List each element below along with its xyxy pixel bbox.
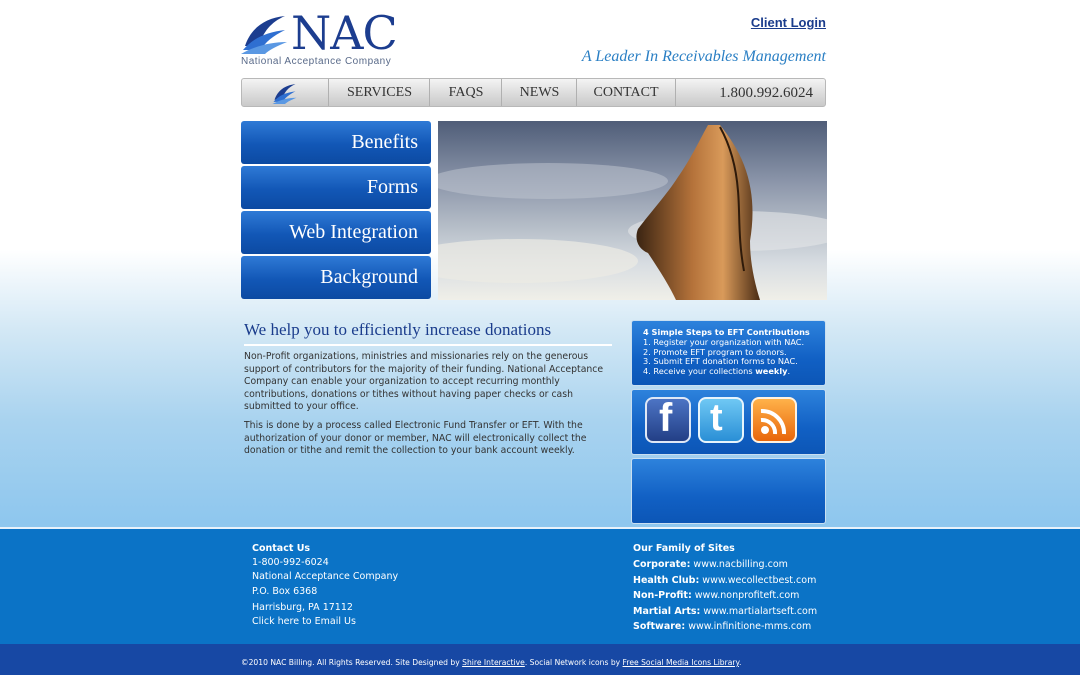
site-label: Corporate:: [633, 559, 691, 570]
site-link[interactable]: [633, 606, 817, 617]
site-link[interactable]: [633, 590, 799, 601]
praying-hands-illustration: [438, 121, 827, 300]
forms-button[interactable]: Forms: [241, 166, 431, 209]
intro-heading: We help you to efficiently increase donations: [244, 320, 612, 346]
twitter-icon[interactable]: [698, 397, 744, 443]
step-item: 2. Promote EFT program to donors.: [643, 346, 787, 357]
rss-icon[interactable]: [751, 397, 797, 443]
nav-home-logo[interactable]: [242, 79, 328, 106]
steps-title: 4 Simple Steps to EFT Contributions: [643, 327, 810, 337]
logo-wave-icon: [270, 82, 300, 104]
copyright-text: ©2010 NAC Billing. All Rights Reserved. Site Designed by: [241, 658, 463, 667]
step-item: 3. Submit EFT donation forms to NAC.: [643, 356, 798, 366]
nav-news[interactable]: NEWS: [501, 79, 577, 106]
hero-praying-hands-image: [438, 121, 827, 300]
icons-library-link[interactable]: Free Social Media Icons Library: [622, 658, 739, 667]
facebook-glyph: f: [659, 396, 673, 440]
nav-faqs[interactable]: FAQS: [429, 79, 502, 106]
social-panel: [631, 389, 826, 455]
nac-logo[interactable]: [241, 6, 397, 68]
contact-phone: 1-800-992-6024: [252, 557, 329, 568]
contact-company: National Acceptance Company: [252, 571, 399, 582]
site-label: Non-Profit:: [633, 590, 692, 601]
twitter-glyph: t: [710, 397, 723, 439]
site-label: Health Club:: [633, 575, 700, 586]
contact-pobox: P.O. Box 6368: [252, 586, 318, 597]
eft-steps-panel: [631, 320, 826, 386]
step-bold: weekly: [755, 365, 788, 376]
logo-wave-icon: [241, 12, 289, 54]
tagline: A Leader In Receivables Management: [581, 48, 826, 65]
family-heading: Our Family of Sites: [633, 543, 735, 554]
step-text: 4. Receive your collections: [643, 365, 756, 376]
nav-phone: 1.800.992.6024: [719, 85, 813, 101]
site-link[interactable]: [633, 575, 816, 586]
email-us-link[interactable]: Click here to Email Us: [252, 616, 356, 627]
site-link[interactable]: [633, 559, 788, 570]
client-login-link[interactable]: Client Login: [750, 15, 826, 30]
site-url: www.nacbilling.com: [693, 559, 788, 570]
logo-subtitle: National Acceptance Company: [241, 56, 392, 67]
site-url: www.wecollectbest.com: [702, 575, 817, 586]
rss-glyph: [753, 399, 795, 441]
intro-paragraph-1: Non-Profit organizations, ministries and missionaries rely on the generous support of contributors for the majority of their funding. National Acceptance Company can enable your organization to accept recurring monthly contributions, donations or tithes without having paper checks or cash submitted to your office.: [244, 351, 604, 413]
intro-paragraph-2: This is done by a process called Electronic Fund Transfer or EFT. With the authorization of your donor or member, NAC will electronically collect the donation or tithe and remit the collection to your bank account weekly.: [244, 420, 587, 457]
site-url: www.martialartseft.com: [703, 606, 818, 617]
site-url: www.nonprofiteft.com: [694, 590, 800, 601]
main-nav: [241, 78, 826, 107]
copyright: [241, 658, 741, 667]
copyright-text: . Social Network icons by: [524, 658, 623, 667]
site-url: www.infinitione-mms.com: [688, 621, 812, 632]
step-item: [643, 366, 790, 376]
contact-city: Harrisburg, PA 17112: [252, 602, 353, 613]
footer: [0, 527, 1080, 646]
nav-services[interactable]: SERVICES: [328, 79, 430, 106]
step-end: .: [787, 365, 791, 376]
designer-link[interactable]: Shire Interactive: [462, 658, 525, 667]
site-label: Software:: [633, 621, 686, 632]
web-integration-button[interactable]: Web Integration: [241, 211, 431, 254]
copyright-text: .: [738, 658, 742, 667]
background-button[interactable]: Background: [241, 256, 431, 299]
step-item: 1. Register your organization with NAC.: [643, 337, 805, 347]
site-link[interactable]: [633, 621, 811, 632]
empty-panel: [631, 458, 826, 524]
site-label: Martial Arts:: [633, 606, 701, 617]
logo-text: NAC: [291, 6, 397, 60]
contact-heading: Contact Us: [252, 543, 311, 554]
nav-contact[interactable]: CONTACT: [576, 79, 676, 106]
facebook-icon[interactable]: [645, 397, 691, 443]
benefits-button[interactable]: Benefits: [241, 121, 431, 164]
